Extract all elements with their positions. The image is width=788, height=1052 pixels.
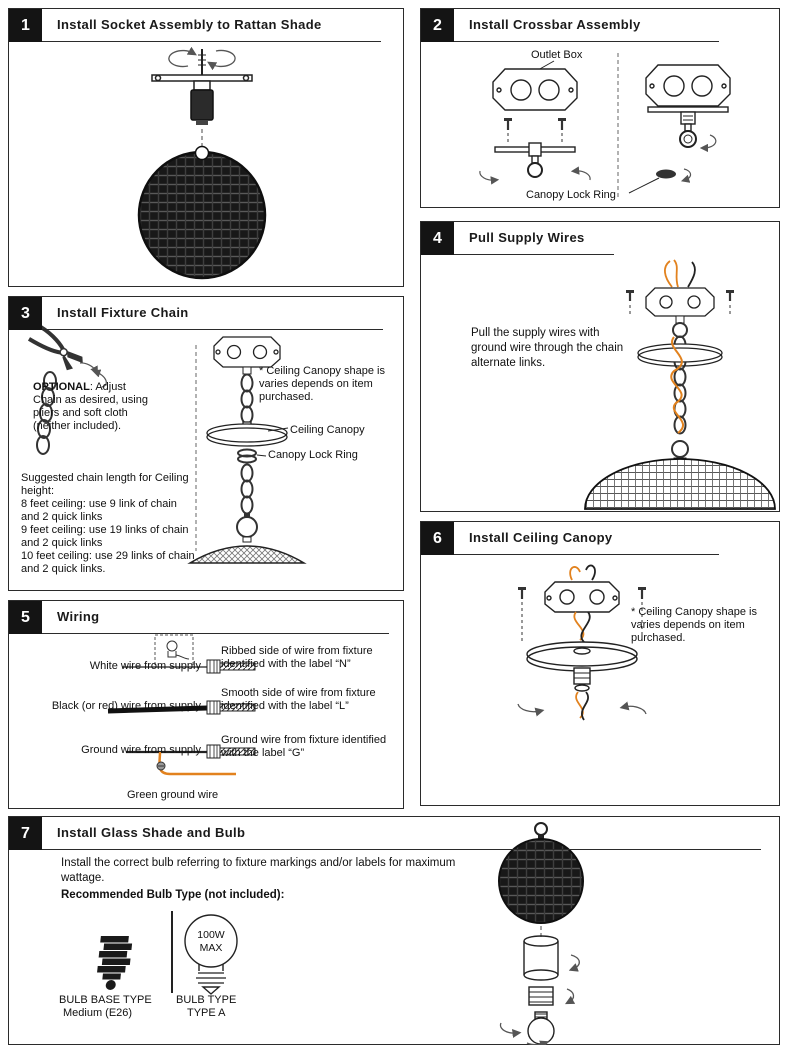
step-3-header — [9, 297, 403, 330]
rotation-arrow-icon — [500, 1023, 517, 1033]
bulb-icon — [528, 1012, 554, 1044]
stem-icon — [243, 367, 251, 374]
canopy-lock-ring-label: Canopy Lock Ring — [268, 449, 358, 461]
chain-length-8ft: 8 feet ceiling: use 9 link of chain and 2 quick links — [21, 498, 177, 523]
chain-length-10ft: 10 feet ceiling: use 29 links of chain and 2 quick links. — [21, 550, 195, 575]
stem-icon — [676, 316, 684, 323]
crossbar-icon — [545, 582, 619, 612]
lower-wires-icon — [576, 692, 588, 720]
step-2-number: 2 — [421, 9, 454, 42]
bottom-loop-icon — [672, 441, 688, 457]
crossbar-icon — [214, 337, 280, 367]
ground-supply-label: Ground wire from supply — [81, 744, 201, 756]
white-supply-label: White wire from supply — [89, 660, 201, 672]
step-6-title: Install Ceiling Canopy — [454, 522, 719, 555]
step-1-header — [9, 9, 403, 42]
green-ground-label: Green ground wire — [127, 789, 219, 801]
rotation-arrows-icon — [480, 171, 590, 180]
bulb-section-divider — [171, 911, 173, 993]
recommended-bulb-note: Recommended Bulb Type (not included): — [61, 889, 285, 901]
smooth-wire-label: Smooth side of wire from fixture identified with the label “L” — [221, 687, 376, 712]
socket-icon — [529, 987, 553, 1005]
step-3-panel — [8, 296, 404, 591]
step-1-title: Install Socket Assembly to Rattan Shade — [42, 9, 381, 42]
shade-and-bulb-assembly-illustration — [441, 819, 641, 1045]
ceiling-canopy-label: Ceiling Canopy — [290, 424, 365, 436]
top-wires-icon — [570, 565, 595, 580]
canopy-lock-ring-icon — [238, 450, 256, 463]
step-4-number: 4 — [421, 222, 454, 255]
outlet-box-icon — [493, 69, 577, 110]
pull-supply-wires-illustration — [422, 259, 778, 511]
step-6-header — [421, 522, 779, 555]
pull-wires-instruction: Pull the supply wires with ground wire through the chain alternate links. — [471, 327, 624, 369]
canopy-lock-ring-icon — [656, 169, 691, 180]
step-1-panel — [8, 8, 404, 287]
canopy-lock-ring-label: Canopy Lock Ring — [526, 189, 616, 201]
shade-top-icon — [190, 537, 304, 563]
step-2-title: Install Crossbar Assembly — [454, 9, 719, 42]
rotation-arrow-icon — [567, 989, 574, 1002]
step-6-number: 6 — [421, 522, 454, 555]
step-6-panel — [420, 521, 780, 806]
rotation-arrow-icon — [571, 955, 579, 969]
bulb-icon — [185, 915, 237, 994]
optional-note — [33, 381, 151, 433]
socket-assembly-illustration — [10, 45, 402, 287]
black-supply-label: Black (or red) wire from supply — [51, 700, 201, 712]
step-4-header — [421, 222, 779, 255]
optional-term: OPTIONAL — [33, 381, 90, 393]
canopy-shape-note: * Ceiling Canopy shape is varies depends on item purchased. — [259, 365, 385, 403]
bulb-wattage-line1: 100W — [197, 929, 225, 941]
chain-length-guide — [21, 472, 195, 576]
ground-fixture-label: Ground wire from fixture identified with the label “G” — [221, 734, 387, 759]
loop-icon — [673, 323, 687, 337]
crossbar-assembly-illustration — [422, 47, 778, 205]
step-3-number: 3 — [9, 297, 42, 330]
install-canopy-illustration — [422, 558, 778, 804]
upper-chain-icon — [242, 375, 253, 424]
bulb-instruction: Install the correct bulb referring to fixture markings and/or labels for maximum wattage. — [61, 857, 456, 884]
step-7-title: Install Glass Shade and Bulb — [42, 817, 761, 850]
outlet-box-assembled-icon — [646, 65, 730, 106]
crossbar-icon — [495, 143, 575, 177]
bulb-base-icon — [95, 936, 133, 990]
step-4-panel — [420, 221, 780, 512]
lower-chain-icon — [242, 465, 253, 514]
supply-wires-icon — [665, 260, 695, 287]
chain-length-9ft: 9 feet ceiling: use 19 links of chain and 2 quick links — [21, 524, 189, 549]
socket-assembly-icon — [152, 49, 252, 125]
step-5-header — [9, 601, 403, 634]
step-7-number: 7 — [9, 817, 42, 850]
mounting-screws-icon — [504, 118, 566, 145]
step-1-number: 1 — [9, 9, 42, 42]
ribbed-wire-label: Ribbed side of wire from fixture identified with the label “N” — [221, 645, 373, 670]
ceiling-canopy-icon — [527, 642, 637, 691]
outlet-box-label: Outlet Box — [531, 49, 583, 61]
lock-ring-leader-line — [629, 178, 659, 193]
bulb-illustration — [183, 913, 247, 995]
canopy-shape-note: * Ceiling Canopy shape is varies depends on item purchased. — [631, 606, 757, 644]
step-5-panel — [8, 600, 404, 809]
chain-length-intro: Suggested chain length for Ceiling height: — [21, 472, 189, 497]
loop-ring-icon — [237, 517, 257, 537]
pliers-icon — [25, 324, 86, 375]
rattan-shade-icon — [139, 147, 265, 279]
bulb-base-illustration — [87, 935, 143, 995]
bulb-wattage-line2: MAX — [199, 942, 223, 954]
step-3-title: Install Fixture Chain — [42, 297, 383, 330]
crossbar-icon — [646, 288, 714, 316]
bulb-base-type-value: Medium (E26) — [63, 1007, 133, 1019]
step-2-header — [421, 9, 779, 42]
shade-holder-cylinder-icon — [524, 936, 558, 980]
lock-ring-leader-line — [257, 455, 266, 456]
step-7-header — [9, 817, 779, 850]
step-5-number: 5 — [9, 601, 42, 634]
bulb-type-value: TYPE A — [187, 1007, 226, 1019]
ceiling-canopy-icon — [207, 422, 287, 446]
step-2-panel — [420, 8, 780, 208]
twisted-wires-icon — [574, 612, 589, 642]
bulb-type-label: BULB TYPE — [176, 994, 237, 1006]
step-4-title: Pull Supply Wires — [454, 222, 614, 255]
step-7-panel — [8, 816, 780, 1045]
rattan-dome-icon — [585, 459, 775, 509]
rotation-arrow-icon — [704, 135, 716, 148]
optional-rest: : Adjust Chain as desired, using pliers and soft cloth (neither included). — [33, 381, 148, 432]
bulb-base-type-label: BULB BASE TYPE — [59, 994, 152, 1006]
step-5-title: Wiring — [42, 601, 389, 634]
